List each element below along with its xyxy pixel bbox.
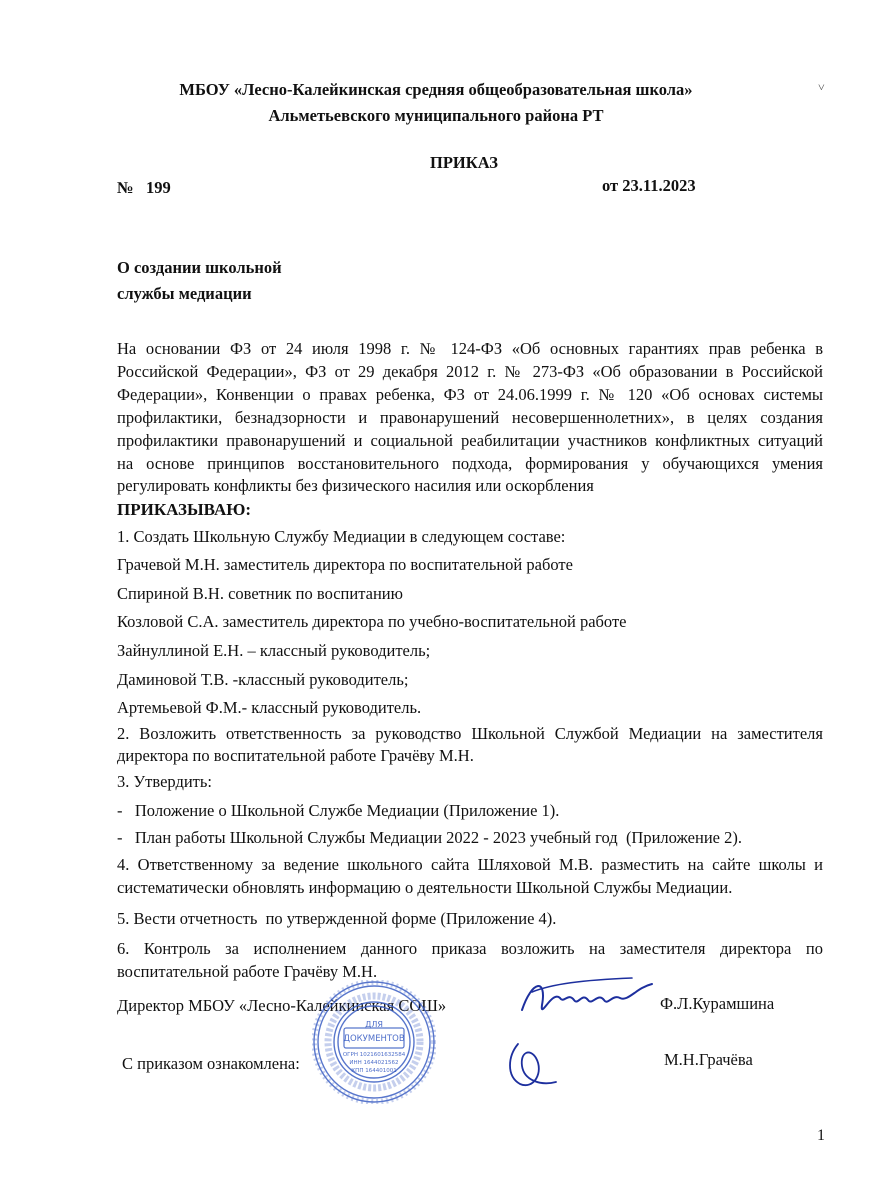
ack-signature bbox=[500, 1036, 570, 1096]
preamble-line: на основе принципов восстановительного подхода, формирования у обучающихся умения bbox=[117, 454, 823, 473]
school-seal bbox=[312, 980, 436, 1104]
preamble-line: Российской Федерации», ФЗ от 29 декабря 2012 г. № 273-ФЗ «Об образовании в Российской bbox=[117, 362, 823, 381]
item-4-line-1: 4. Ответственному за ведение школьного сайта Шляховой М.В. разместить на сайте школы и bbox=[117, 855, 823, 874]
item-3-sub-2: - План работы Школьной Службы Медиации 2022 - 2023 учебный год (Приложение 2). bbox=[117, 828, 742, 847]
seal-text: ОГРН 1021601632584 bbox=[342, 1052, 406, 1058]
item-4-line-2: систематически обновлять информацию о деятельности Школьной Службы Медиации. bbox=[117, 878, 733, 897]
order-subject-line-1: О создании школьной bbox=[117, 258, 282, 277]
seal-text: ИНН 1644021562 bbox=[349, 1060, 399, 1066]
seal-text: ДОКУМЕНТОВ bbox=[343, 1034, 405, 1044]
member-item: Козловой С.А. заместитель директора по учебно-воспитательной работе bbox=[117, 612, 627, 631]
director-name: Ф.Л.Курамшина bbox=[660, 994, 775, 1013]
item-2-line-1: 2. Возложить ответственность за руководство Школьной Службой Медиации на заместителя bbox=[117, 724, 823, 743]
order-date: от 23.11.2023 bbox=[602, 176, 696, 195]
preamble-line: Федерации», Конвенции о правах ребенка, ФЗ от 24.06.1999 г. № 120 «Об основах системы bbox=[117, 385, 823, 404]
school-name: МБОУ «Лесно-Калейкинская средняя общеобразовательная школа» bbox=[179, 80, 693, 99]
item-6-line-1: 6. Контроль за исполнением данного приказа возложить на заместителя директора по bbox=[117, 939, 823, 958]
item-1: 1. Создать Школьную Службу Медиации в следующем составе: bbox=[117, 527, 566, 546]
member-item: Спириной В.Н. советник по воспитанию bbox=[117, 584, 403, 603]
order-number: № 199 bbox=[117, 178, 171, 197]
director-label: Директор МБОУ «Лесно-Калейкинская СОШ» bbox=[117, 996, 447, 1015]
member-item: Даминовой Т.В. -классный руководитель; bbox=[117, 670, 409, 689]
order-title: ПРИКАЗ bbox=[430, 153, 498, 172]
order-subject-line-2: службы медиации bbox=[117, 284, 252, 303]
district-name: Альметьевского муниципального района РТ bbox=[268, 106, 604, 125]
preamble-line: профилактики правонарушений и социальной реабилитации участников конфликтных ситуаций bbox=[117, 431, 823, 450]
corner-mark: ˅ bbox=[818, 80, 825, 94]
preamble-line: На основании ФЗ от 24 июля 1998 г. № 124-ФЗ «Об основных гарантиях прав ребенка в bbox=[117, 339, 823, 358]
item-5: 5. Вести отчетность по утвержденной форме (Приложение 4). bbox=[117, 909, 557, 928]
item-3: 3. Утвердить: bbox=[117, 772, 212, 791]
director-signature bbox=[512, 970, 662, 1030]
preamble-line: регулировать конфликты без физического насилия или оскорбления bbox=[117, 476, 594, 495]
order-word: ПРИКАЗЫВАЮ: bbox=[117, 500, 252, 519]
ack-label: С приказом ознакомлена: bbox=[122, 1054, 300, 1073]
member-item: Зайнуллиной Е.Н. – классный руководитель; bbox=[117, 641, 431, 660]
item-2-line-2: директора по воспитательной работе Грачёву М.Н. bbox=[117, 746, 474, 765]
seal-text: КПП 164401001 bbox=[351, 1068, 397, 1074]
item-6-line-2: воспитательной работе Грачёву М.Н. bbox=[117, 962, 378, 981]
ack-name: М.Н.Грачёва bbox=[664, 1050, 753, 1069]
member-item: Грачевой М.Н. заместитель директора по воспитательной работе bbox=[117, 555, 573, 574]
item-3-sub-1: - Положение о Школьной Службе Медиации (Приложение 1). bbox=[117, 801, 560, 820]
member-item: Артемьевой Ф.М.- классный руководитель. bbox=[117, 698, 422, 717]
seal-text: ДЛЯ bbox=[365, 1020, 383, 1029]
preamble-line: профилактики, безнадзорности и правонарушений несовершеннолетних», в целях создания bbox=[117, 408, 823, 427]
page-number: 1 bbox=[817, 1127, 825, 1144]
